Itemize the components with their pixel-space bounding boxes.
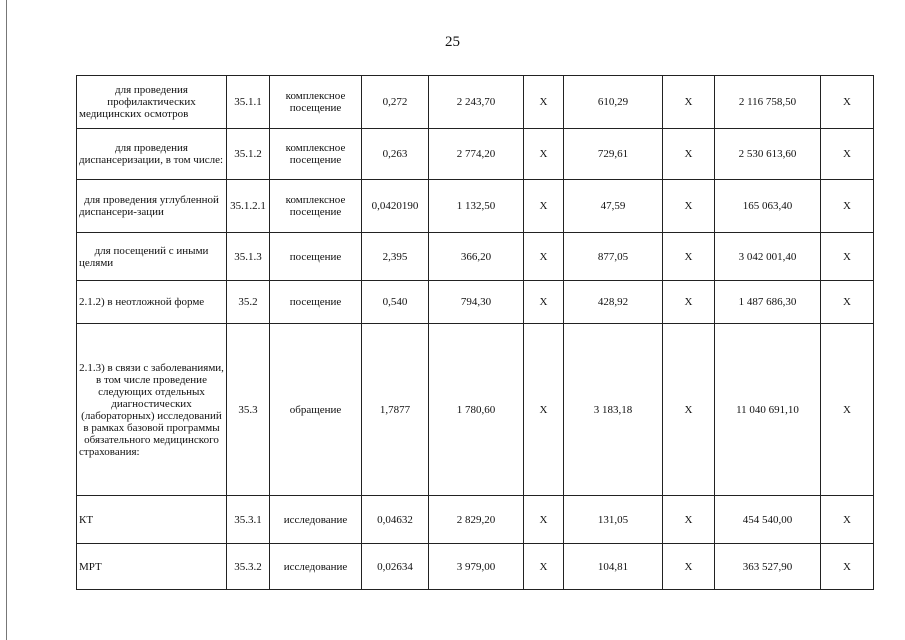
row-value: X	[821, 180, 874, 233]
row-value: 428,92	[564, 281, 663, 324]
row-value: 3 042 001,40	[715, 233, 821, 281]
row-value: 11 040 691,10	[715, 324, 821, 496]
row-unit: посещение	[270, 281, 362, 324]
row-value: X	[663, 233, 715, 281]
row-unit: посещение	[270, 233, 362, 281]
row-value: X	[821, 76, 874, 129]
row-value: X	[821, 496, 874, 544]
row-value: X	[524, 496, 564, 544]
row-value: 1,7877	[362, 324, 429, 496]
row-value: X	[524, 324, 564, 496]
row-name: 2.1.3) в связи с заболеваниями, в том числе проведение следующих отдельных диагностических (лабораторных) исследований в рамках базовой программы обязательного медицинского страхования:	[77, 324, 227, 496]
row-value: X	[663, 324, 715, 496]
row-code: 35.3.2	[227, 544, 270, 590]
row-unit: комплексное посещение	[270, 76, 362, 129]
row-unit: обращение	[270, 324, 362, 496]
row-code: 35.3	[227, 324, 270, 496]
row-value: 729,61	[564, 129, 663, 180]
row-name: для проведения диспансеризации, в том числе:	[77, 129, 227, 180]
row-code: 35.1.2.1	[227, 180, 270, 233]
row-code: 35.1.1	[227, 76, 270, 129]
row-name: 2.1.2) в неотложной форме	[77, 281, 227, 324]
row-value: 366,20	[429, 233, 524, 281]
row-name: МРТ	[77, 544, 227, 590]
row-name: для посещений с иными целями	[77, 233, 227, 281]
table-row	[77, 544, 874, 590]
table-row	[77, 496, 874, 544]
row-value: 794,30	[429, 281, 524, 324]
page-margin-rule	[6, 0, 7, 640]
table-row	[77, 233, 874, 281]
row-name: для проведения углубленной диспансери-зации	[77, 180, 227, 233]
row-value: 1 132,50	[429, 180, 524, 233]
table-row	[77, 324, 874, 496]
row-value: X	[821, 129, 874, 180]
row-value: 2 530 613,60	[715, 129, 821, 180]
row-value: 877,05	[564, 233, 663, 281]
row-value: X	[663, 129, 715, 180]
table-row	[77, 180, 874, 233]
row-code: 35.1.2	[227, 129, 270, 180]
row-value: 0,263	[362, 129, 429, 180]
row-value: 0,02634	[362, 544, 429, 590]
row-unit: исследование	[270, 544, 362, 590]
row-value: X	[663, 180, 715, 233]
row-value: 1 487 686,30	[715, 281, 821, 324]
row-value: 3 979,00	[429, 544, 524, 590]
table-row	[77, 76, 874, 129]
tariff-table	[76, 75, 874, 590]
table-row	[77, 281, 874, 324]
row-value: 610,29	[564, 76, 663, 129]
row-value: X	[663, 76, 715, 129]
row-value: X	[524, 233, 564, 281]
row-value: 2 774,20	[429, 129, 524, 180]
row-value: X	[524, 281, 564, 324]
row-value: 363 527,90	[715, 544, 821, 590]
row-value: 1 780,60	[429, 324, 524, 496]
row-unit: комплексное посещение	[270, 129, 362, 180]
row-value: X	[821, 544, 874, 590]
row-value: 2 243,70	[429, 76, 524, 129]
row-value: 2 829,20	[429, 496, 524, 544]
row-value: X	[663, 281, 715, 324]
row-value: X	[663, 544, 715, 590]
row-value: 0,272	[362, 76, 429, 129]
row-value: X	[663, 496, 715, 544]
row-value: 0,0420190	[362, 180, 429, 233]
row-code: 35.3.1	[227, 496, 270, 544]
row-value: 131,05	[564, 496, 663, 544]
row-value: 454 540,00	[715, 496, 821, 544]
row-value: X	[821, 324, 874, 496]
row-unit: комплексное посещение	[270, 180, 362, 233]
table-row	[77, 129, 874, 180]
row-value: 104,81	[564, 544, 663, 590]
row-value: 2 116 758,50	[715, 76, 821, 129]
row-value: 3 183,18	[564, 324, 663, 496]
row-value: 47,59	[564, 180, 663, 233]
row-value: X	[524, 180, 564, 233]
row-value: 2,395	[362, 233, 429, 281]
row-value: X	[821, 281, 874, 324]
row-value: X	[821, 233, 874, 281]
row-value: 165 063,40	[715, 180, 821, 233]
row-value: 0,540	[362, 281, 429, 324]
row-code: 35.1.3	[227, 233, 270, 281]
row-value: X	[524, 129, 564, 180]
row-name: для проведения профилактических медицинских осмотров	[77, 76, 227, 129]
row-code: 35.2	[227, 281, 270, 324]
row-name: КТ	[77, 496, 227, 544]
row-value: X	[524, 76, 564, 129]
page-number: 25	[445, 34, 460, 50]
row-value: 0,04632	[362, 496, 429, 544]
row-unit: исследование	[270, 496, 362, 544]
row-value: X	[524, 544, 564, 590]
